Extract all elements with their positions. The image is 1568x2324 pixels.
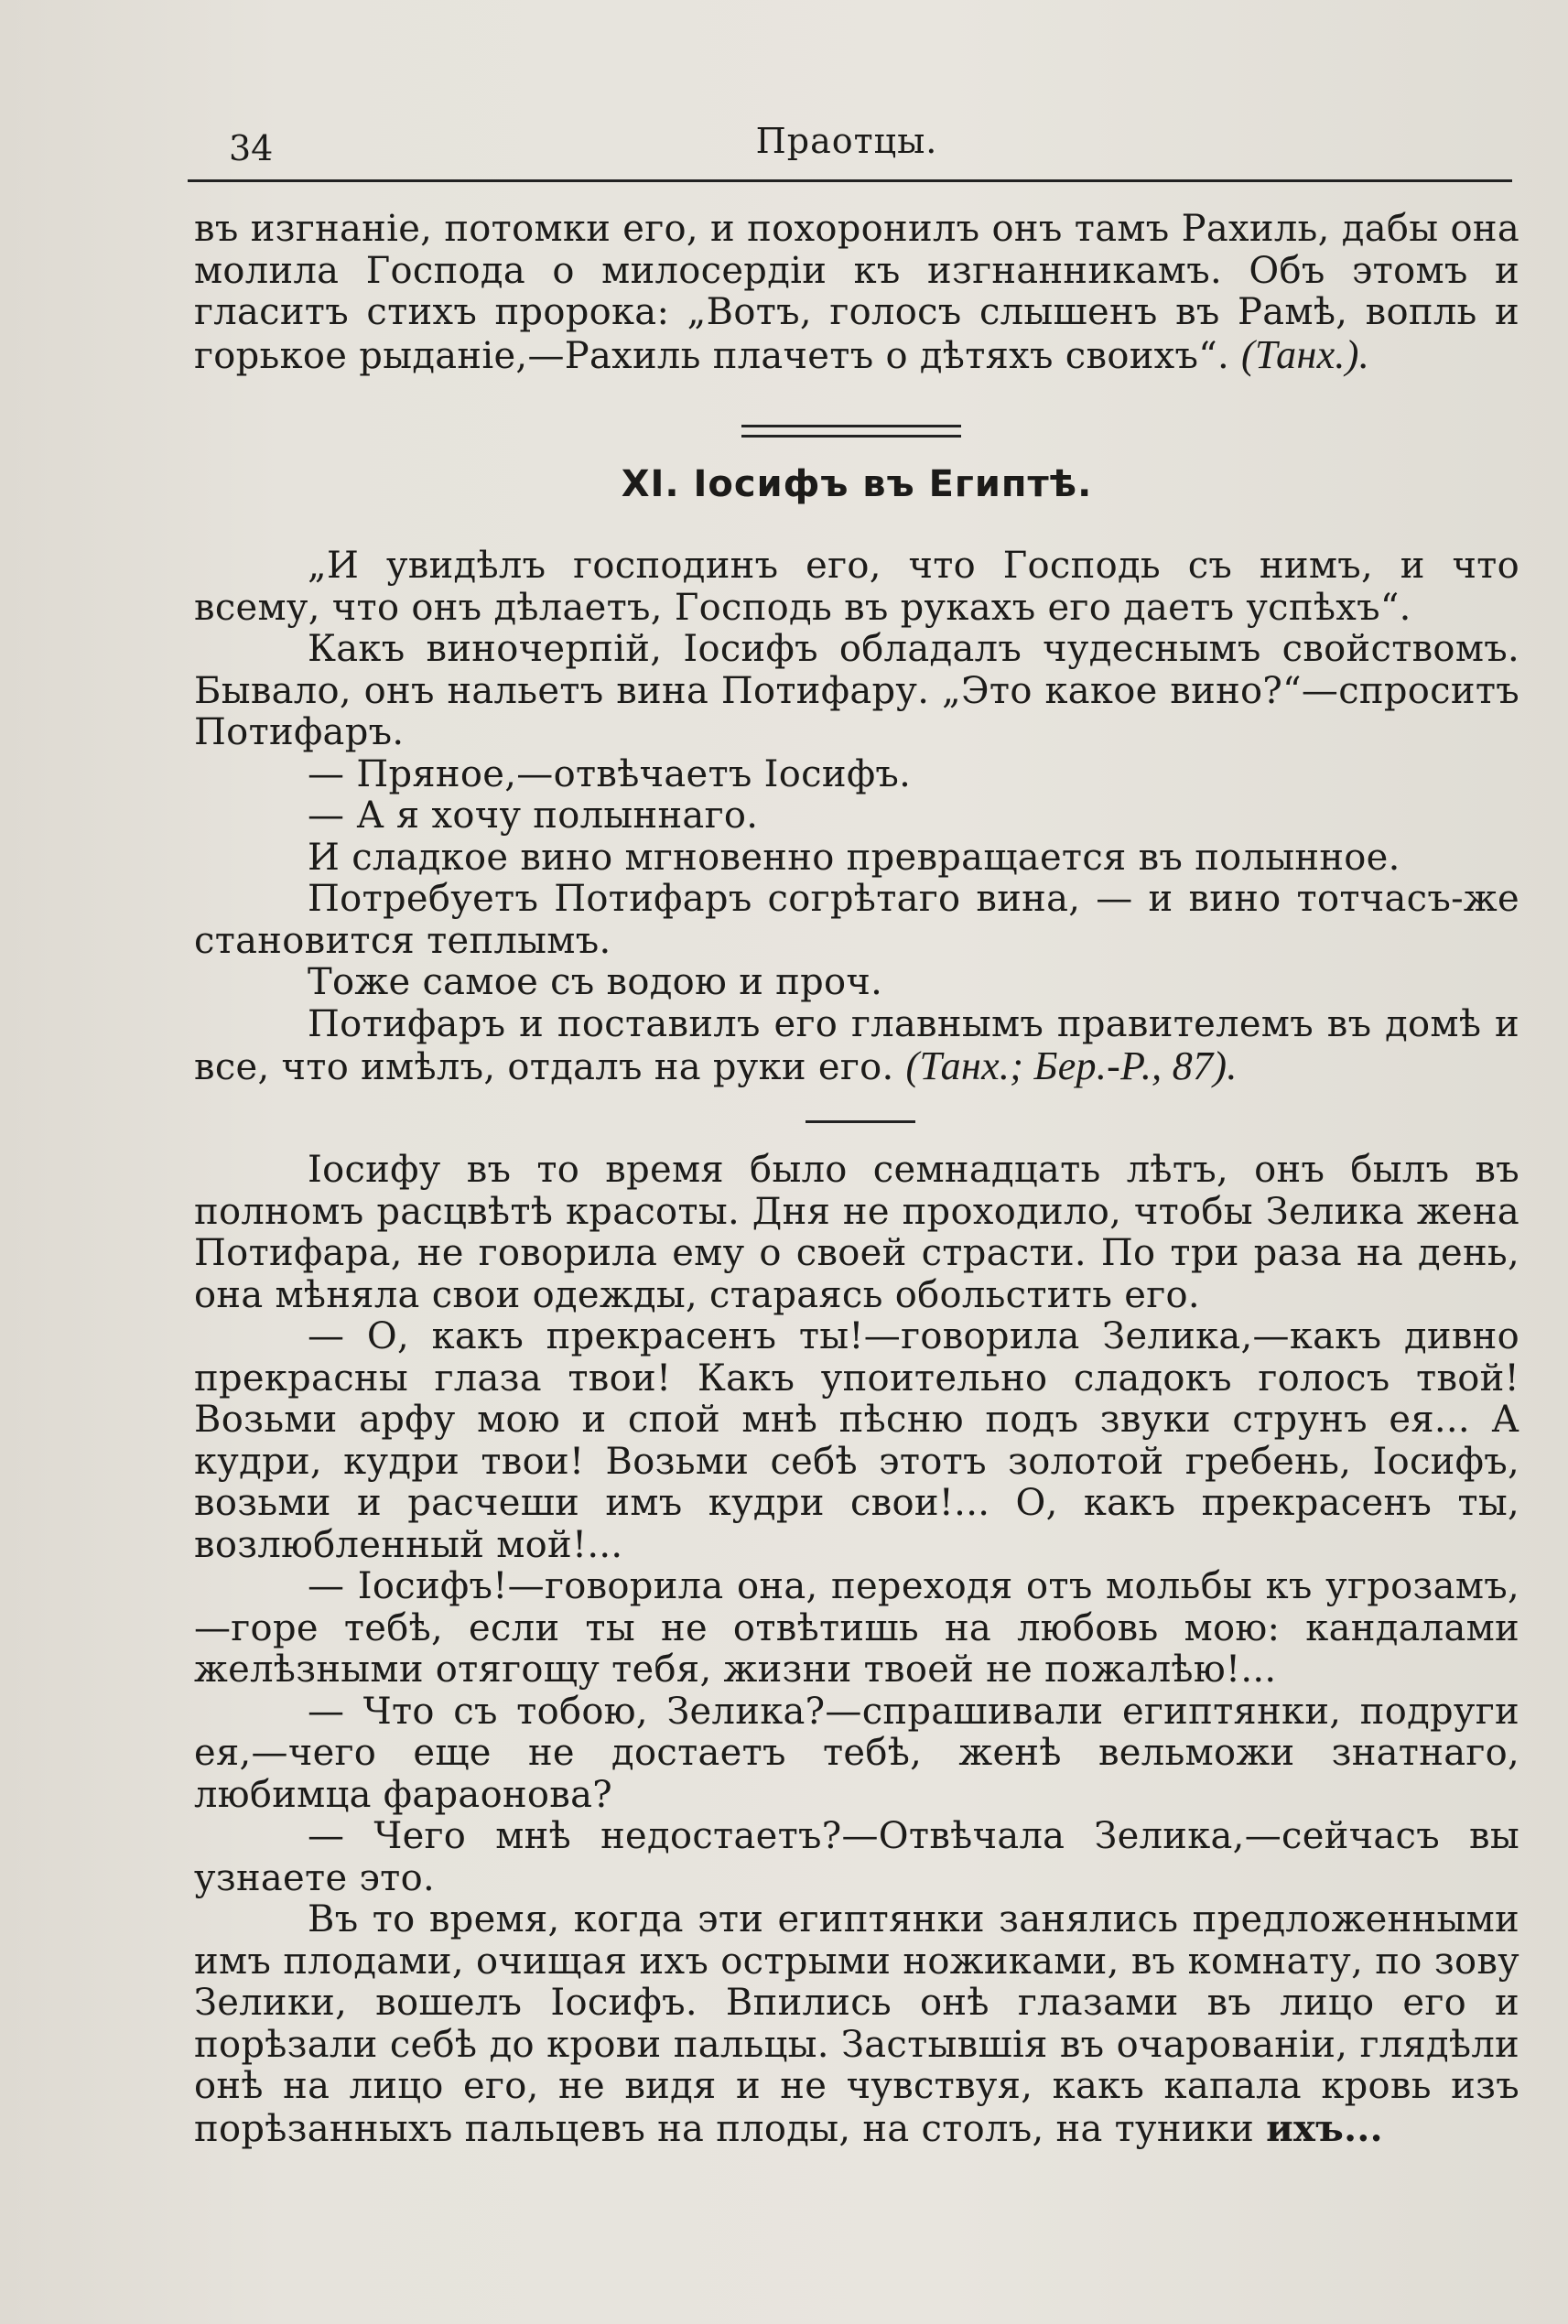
paragraph xyxy=(194,1899,1519,2150)
paragraph: „И увидѣлъ господинъ его, что Господь съ нимъ, и что всему, что онъ дѣлаетъ, Господь въ рукахъ его даетъ успѣхъ“. xyxy=(194,545,1519,629)
section-one-citation: (Танх.; Бер.-Р., 87). xyxy=(905,1043,1238,1088)
paragraph: Какъ виночерпій, Іосифъ обладалъ чудеснымъ свойствомъ. Бывало, онъ нальетъ вина Потифару. „Это какое вино?“—спроситъ Потифаръ. xyxy=(194,628,1519,753)
chapter-title: XI. Іосифъ въ Египтѣ. xyxy=(621,463,1093,505)
section-divider-double xyxy=(741,425,961,438)
paragraph: — О, какъ прекрасенъ ты!—говорила Зелика,—какъ дивно прекрасны глаза твои! Какъ упоительно сладокъ голосъ твой! Возьми арфу мою и спой мнѣ пѣсню подъ звуки струнъ ея... А кудри, кудри твои! Возьми себѣ этотъ золотой гребень, Іосифъ, возьми и расчеши имъ кудри свои!... О, какъ прекрасенъ ты, возлюбленный мой!... xyxy=(194,1315,1519,1566)
page-number: 34 xyxy=(229,128,274,168)
paragraph xyxy=(194,1004,1519,1089)
closing-word: ихъ... xyxy=(1266,2106,1383,2150)
page-header xyxy=(183,121,1510,176)
section-two xyxy=(194,1150,1519,2150)
intro-text xyxy=(194,209,1519,377)
paragraph: — Чего мнѣ недостаетъ?—Отвѣчала Зелика,—сейчасъ вы узнаете это. xyxy=(194,1815,1519,1899)
paragraph: Тоже самое съ водою и проч. xyxy=(308,961,883,1003)
paragraph: — А я хочу полыннаго. xyxy=(308,794,759,837)
header-rule xyxy=(188,179,1512,182)
paragraph: Іосифу въ то время было семнадцать лѣтъ, онъ былъ въ полномъ расцвѣтѣ красоты. Дня не проходило, чтобы Зелика жена Потифара, не говорила ему о своей страсти. По три раза на день, она мѣняла свои одежды, стараясь обольстить его. xyxy=(194,1149,1519,1316)
running-title: Праотцы. xyxy=(755,121,938,161)
paragraph: — Пряное,—отвѣчаетъ Іосифъ. xyxy=(308,752,912,795)
paragraph: — Что съ тобою, Зелика?—спрашивали египтянки, подруги ея,—чего еще не достаетъ тебѣ, женѣ вельможи знатнаго, любимца фараонова? xyxy=(194,1690,1519,1816)
intro-paragraph-text: въ изгнаніе, потомки его, и похоронилъ онъ тамъ Рахиль, дабы она молила Господа о милосердіи къ изгнанникамъ. Объ этомъ и гласитъ стихъ пророка: „Вотъ, голосъ слышенъ въ Рамѣ, вопль и горькое рыданіе,—Рахиль плачетъ о дѣтяхъ своихъ“. xyxy=(194,208,1519,377)
paragraph: Потребуетъ Потифаръ согрѣтаго вина, — и вино тотчасъ-же становится теплымъ. xyxy=(194,878,1519,962)
paragraph-text: Въ то время, когда эти египтянки занялись предложенными имъ плодами, очищая ихъ острыми ножиками, въ комнату, по зову Зелики, вошелъ Іосифъ. Впились онѣ глазами въ лицо его и порѣзали себѣ до крови пальцы. Застывшія въ очарованіи, глядѣли онѣ на лицо его, не видя и не чувствуя, какъ капала кровь изъ порѣзанныхъ пальцевъ на плоды, на столъ, на туники xyxy=(194,1898,1519,2150)
section-divider-short xyxy=(806,1120,915,1123)
paragraph-text: Потифаръ и поставилъ его главнымъ правителемъ въ домѣ и все, что имѣлъ, отдалъ на руки его. xyxy=(194,1002,1519,1088)
paragraph: — Іосифъ!—говорила она, переходя отъ мольбы къ угрозамъ,—горе тебѣ, если ты не отвѣтишь на любовь мою: кандалами желѣзными отягощу тебя, жизни твоей не пожалѣю!... xyxy=(194,1565,1519,1691)
intro-paragraph xyxy=(194,209,1519,377)
paragraph: И сладкое вино мгновенно превращается въ полынное. xyxy=(308,836,1400,879)
intro-citation: (Танх.). xyxy=(1241,331,1369,377)
section-one xyxy=(194,546,1519,1089)
